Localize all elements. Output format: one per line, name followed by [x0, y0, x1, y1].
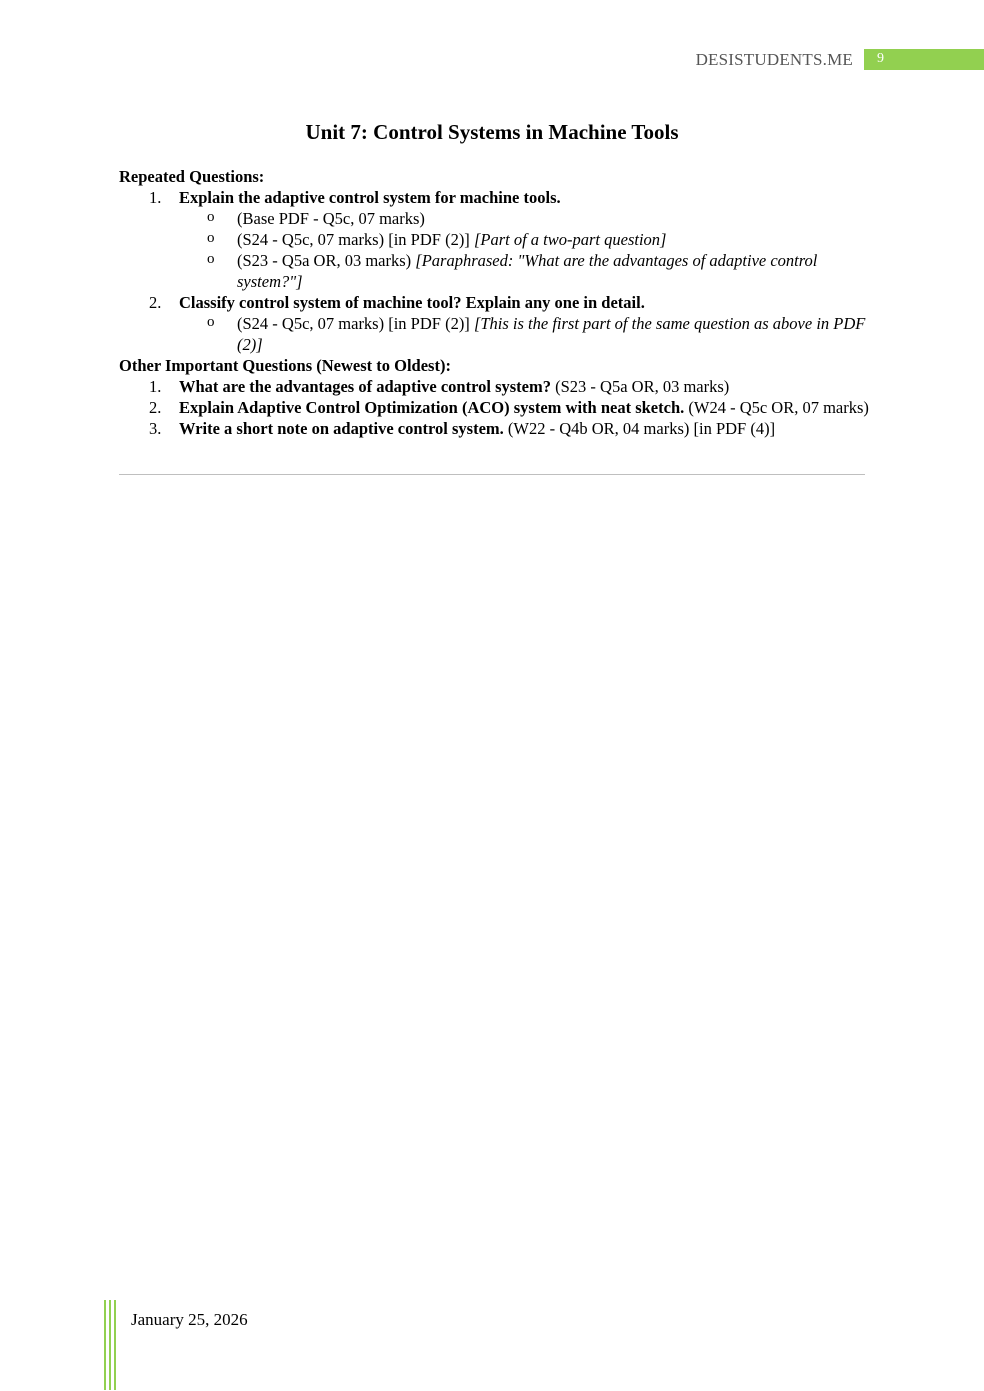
- repeated-questions-heading: Repeated Questions:: [119, 167, 265, 186]
- footer-bar: [114, 1300, 116, 1390]
- question-reference: (W22 - Q4b OR, 04 marks) [in PDF (4)]: [503, 419, 776, 438]
- reference-text: (S23 - Q5a OR, 03 marks): [237, 251, 416, 270]
- reference-item: [119, 313, 869, 355]
- reference-note: [Paraphrased: "What are the advantages of adaptive control system?"]: [237, 251, 818, 291]
- page-title: Unit 7: Control Systems in Machine Tools: [305, 120, 679, 144]
- reference-item: [119, 208, 869, 229]
- other-question-2: [119, 397, 869, 418]
- reference-text: (S24 - Q5c, 07 marks) [in PDF (2)]: [237, 230, 474, 249]
- other-questions-heading: Other Important Questions (Newest to Oldest):: [119, 356, 451, 375]
- header-site-name: DESISTUDENTS.ME: [695, 50, 853, 69]
- question-text: Classify control system of machine tool? Explain any one in detail.: [179, 293, 645, 312]
- question-reference: (W24 - Q5c OR, 07 marks): [684, 398, 869, 417]
- question-number: 2.: [149, 398, 162, 417]
- bullet-mark: o: [207, 251, 215, 267]
- reference-item: [119, 250, 869, 292]
- page-number-badge: 9: [864, 49, 984, 70]
- bullet-mark: o: [207, 314, 215, 330]
- footer-bar: [104, 1300, 106, 1390]
- other-question-3: [119, 418, 869, 439]
- question-text: What are the advantages of adaptive control system?: [179, 377, 551, 396]
- section-divider: [119, 474, 865, 475]
- reference-note: [Part of a two-part question]: [473, 230, 667, 249]
- question-reference: (S23 - Q5a OR, 03 marks): [551, 377, 730, 396]
- footer-bar: [109, 1300, 111, 1390]
- question-number: 3.: [149, 419, 162, 438]
- repeated-question-2: [119, 292, 869, 313]
- footer-date: January 25, 2026: [131, 1310, 248, 1329]
- footer-accent-bars: [104, 1300, 120, 1390]
- other-question-1: [119, 376, 869, 397]
- reference-text: (S24 - Q5c, 07 marks) [in PDF (2)]: [237, 314, 474, 333]
- bullet-mark: o: [207, 230, 215, 246]
- question-text: Write a short note on adaptive control system.: [179, 419, 504, 438]
- bullet-mark: o: [207, 209, 215, 225]
- reference-item: [119, 229, 869, 250]
- question-number: 1.: [149, 188, 162, 207]
- question-text: Explain Adaptive Control Optimization (ACO) system with neat sketch.: [179, 398, 685, 417]
- document-body: [119, 166, 869, 439]
- reference-note: [This is the first part of the same question as above in PDF (2)]: [237, 314, 866, 354]
- question-number: 2.: [149, 293, 162, 312]
- question-text: Explain the adaptive control system for machine tools.: [179, 188, 561, 207]
- repeated-question-1: [119, 187, 869, 208]
- question-number: 1.: [149, 377, 162, 396]
- reference-text: (Base PDF - Q5c, 07 marks): [237, 209, 425, 228]
